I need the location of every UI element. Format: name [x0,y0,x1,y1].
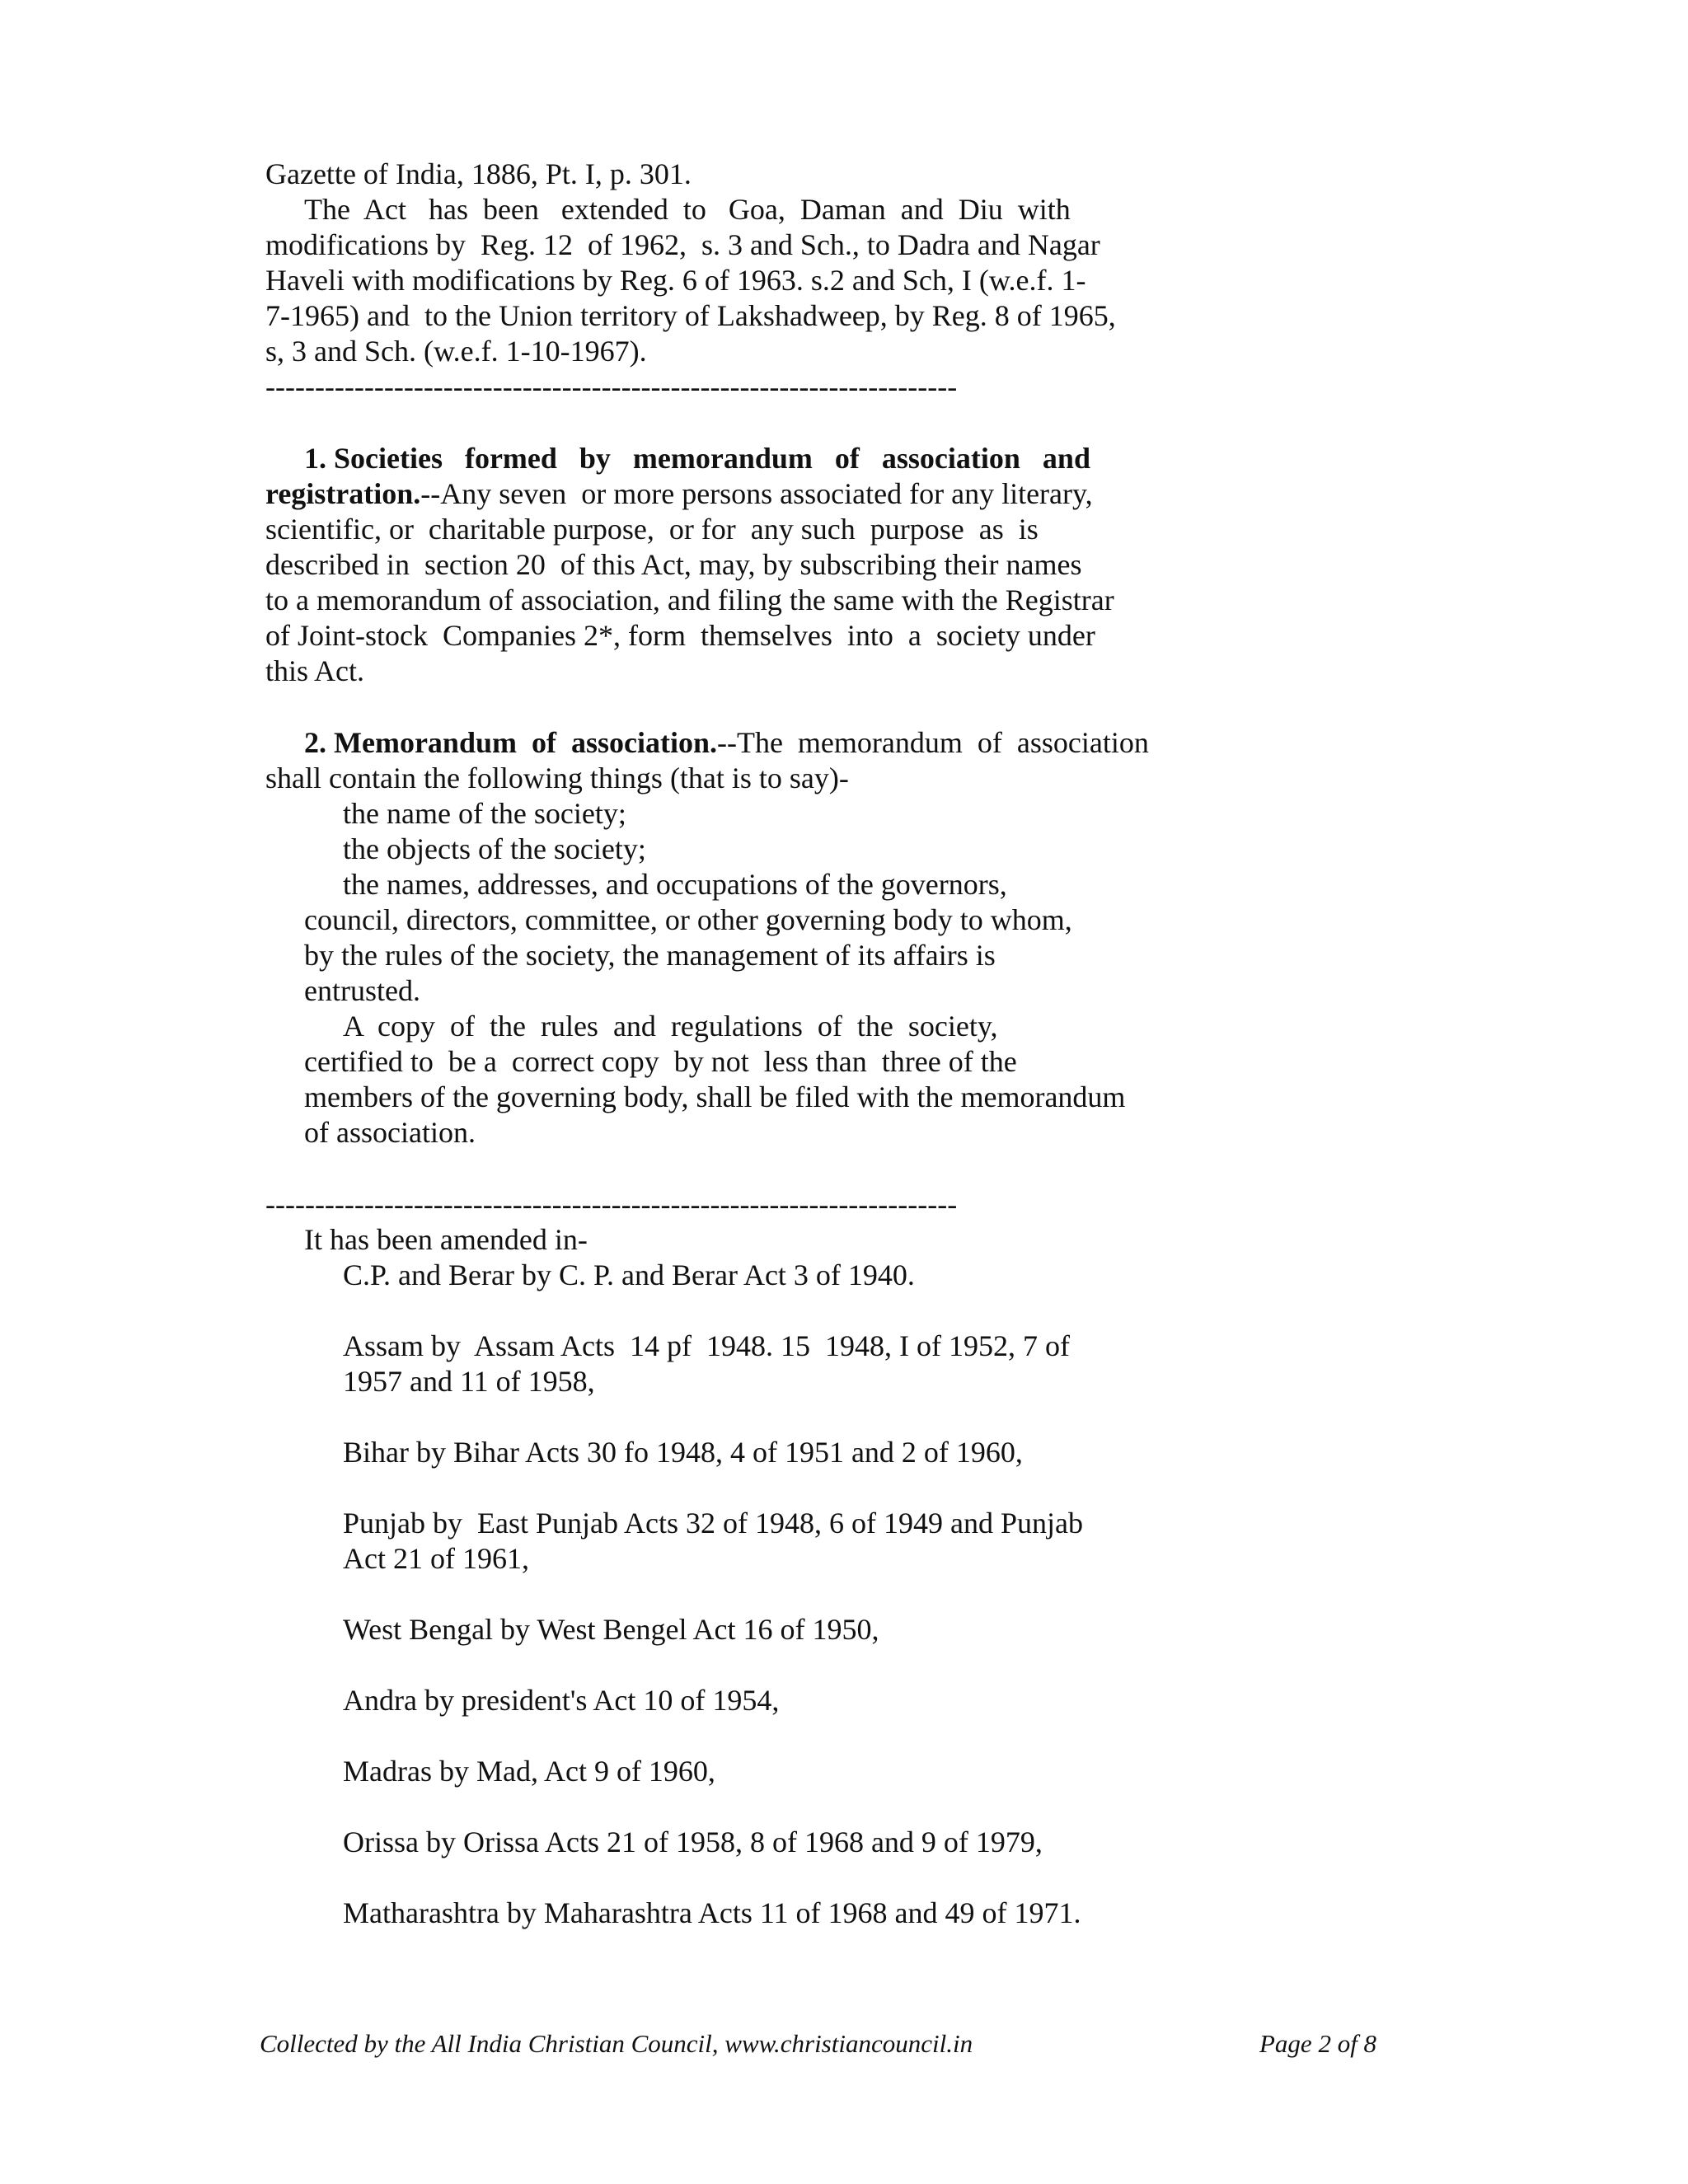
rules-copy-line: A copy of the rules and regulations of the society, [343,1010,998,1043]
section2-lead-text: --The memorandum of association [716,726,1149,759]
section1-line: described in section 20 of this Act, may, by subscribing their names [265,548,1082,581]
amendments-intro: It has been amended in- [304,1223,588,1256]
amendment-entry: Punjab by East Punjab Acts 32 of 1948, 6 of 1949 and Punjab [343,1507,1083,1540]
section-divider: ---------------------------------------------------------------------- [265,1188,958,1221]
section1-line: to a memorandum of association, and filing the same with the Registrar [265,583,1114,616]
section1-lead [265,476,1093,512]
amendment-entry: 1957 and 11 of 1958, [343,1365,595,1398]
section1-heading-bold: 1. Societies formed by memorandum of association and [304,442,1090,475]
amendment-entry: Andra by president's Act 10 of 1954, [343,1684,780,1717]
memorandum-item: the name of the society; [343,797,626,830]
memorandum-item: the names, addresses, and occupations of the governors, [343,868,1007,901]
amendment-entry: C.P. and Berar by C. P. and Berar Act 3 of 1940. [343,1258,915,1291]
page-number: Page 2 of 8 [1259,2029,1377,2058]
section1-line: this Act. [265,654,365,687]
memorandum-item: the objects of the society; [343,832,646,865]
section1-heading-bold: registration. [265,477,421,510]
memorandum-item-cont: by the rules of the society, the management of its affairs is [304,939,996,972]
section-divider: ---------------------------------------------------------------------- [265,370,958,403]
section2-heading [304,725,1149,761]
rules-copy-line: of association. [304,1116,476,1149]
footnote-line: modifications by Reg. 12 of 1962, s. 3 and Sch., to Dadra and Nagar [265,228,1100,261]
amendment-entry: West Bengal by West Bengel Act 16 of 1950, [343,1613,879,1646]
section1-line: of Joint-stock Companies 2*, form themselves into a society under [265,619,1095,652]
amendment-entry: Matharashtra by Maharashtra Acts 11 of 1968 and 49 of 1971. [343,1896,1081,1929]
section1-lead-text: --Any seven or more persons associated for any literary, [420,477,1093,510]
footnote-line: Haveli with modifications by Reg. 6 of 1963. s.2 and Sch, I (w.e.f. 1- [265,264,1086,297]
amendment-entry: Madras by Mad, Act 9 of 1960, [343,1755,715,1788]
memorandum-item-cont: council, directors, committee, or other governing body to whom, [304,903,1072,936]
footnote-line: 7-1965) and to the Union territory of Lakshadweep, by Reg. 8 of 1965, [265,299,1116,332]
section2-line: shall contain the following things (that is to say)- [265,762,849,794]
amendment-entry: Orissa by Orissa Acts 21 of 1958, 8 of 1968 and 9 of 1979, [343,1825,1043,1858]
rules-copy-line: certified to be a correct copy by not less than three of the [304,1045,1017,1078]
section1-line: scientific, or charitable purpose, or for any such purpose as is [265,513,1039,546]
amendment-entry: Assam by Assam Acts 14 pf 1948. 15 1948, I of 1952, 7 of [343,1329,1070,1362]
section1-heading [304,441,1090,476]
amendment-entry: Act 21 of 1961, [343,1542,529,1575]
footnote-line: Gazette of India, 1886, Pt. I, p. 301. [265,157,692,190]
footnote-line: s, 3 and Sch. (w.e.f. 1-10-1967). [265,335,647,368]
amendment-entry: Bihar by Bihar Acts 30 fo 1948, 4 of 1951 and 2 of 1960, [343,1436,1023,1469]
rules-copy-line: members of the governing body, shall be filed with the memorandum [304,1080,1126,1113]
memorandum-item-cont: entrusted. [304,974,420,1007]
footnote-line: The Act has been extended to Goa, Daman and Diu with [304,193,1071,226]
footer-source: Collected by the All India Christian Council, www.christiancouncil.in [260,2029,973,2058]
section2-heading-bold: 2. Memorandum of association. [304,726,717,759]
